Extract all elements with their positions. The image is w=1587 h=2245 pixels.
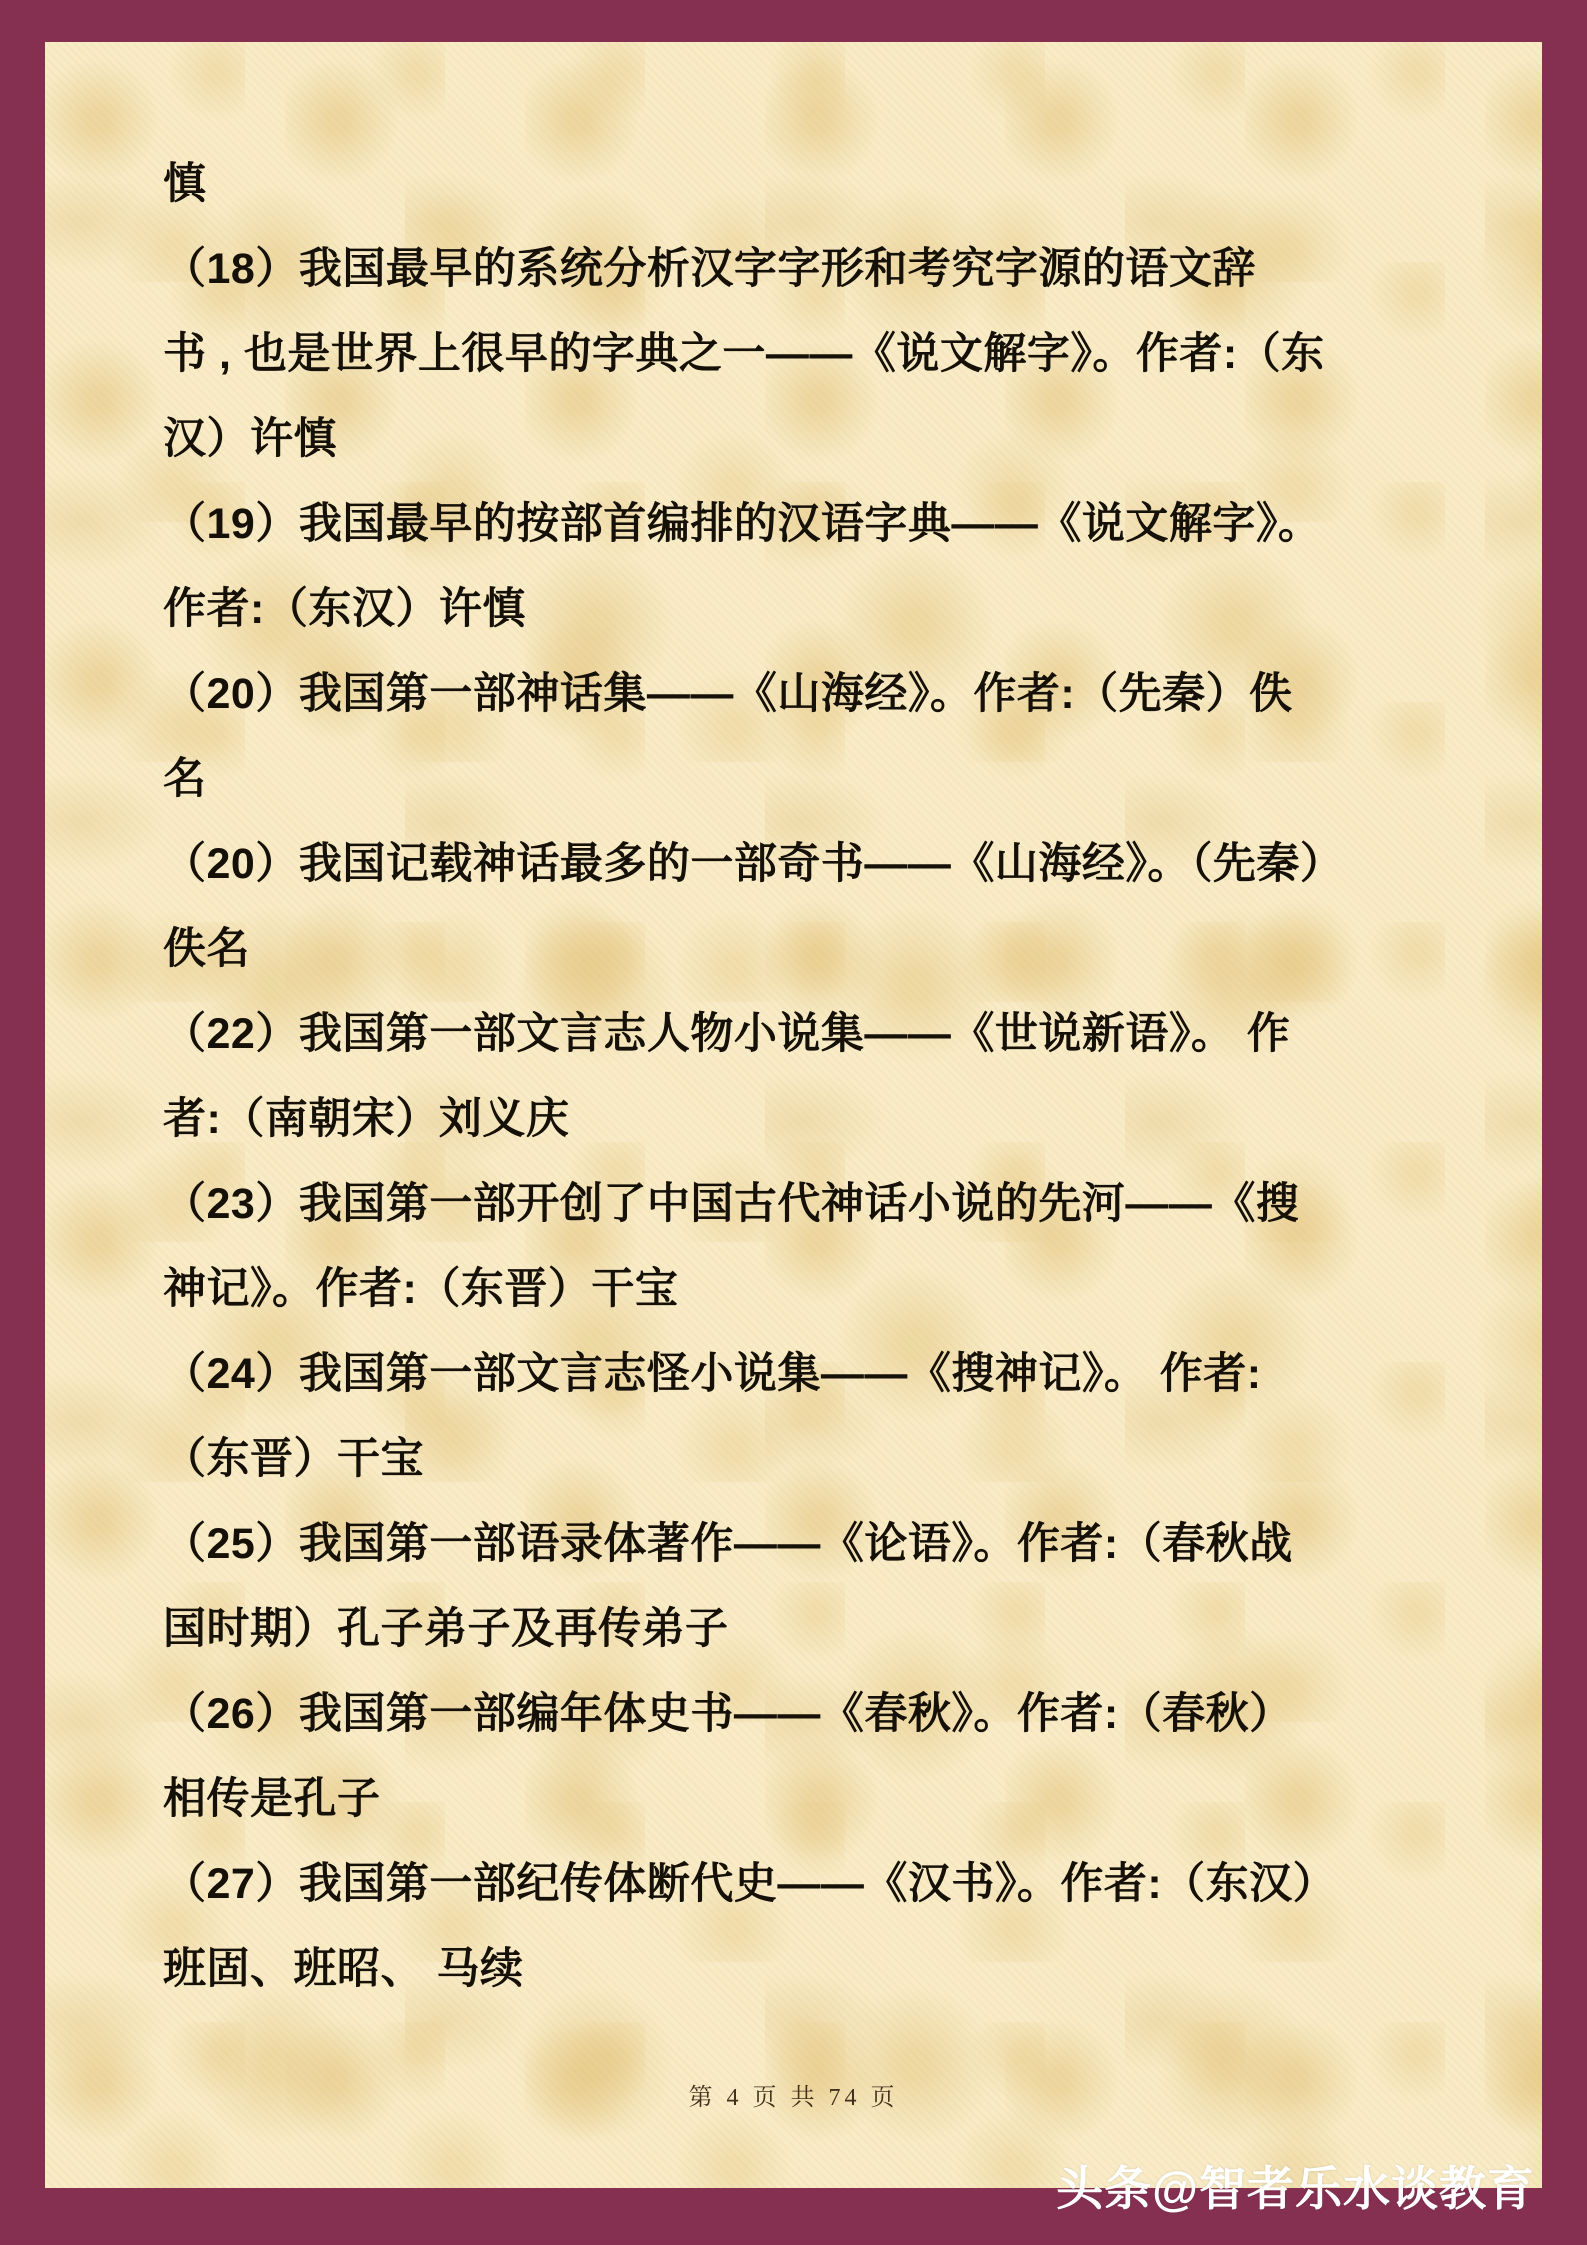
- text-line: （23）我国第一部开创了中国古代神话小说的先河——《搜: [163, 1180, 1300, 1228]
- text-line: 者:（南朝宋）刘义庆: [163, 1095, 570, 1143]
- text-line: （20）我国第一部神话集——《山海经》。作者:（先秦）佚: [163, 670, 1293, 718]
- page-number-footer: 第 4 页 共 74 页: [688, 2085, 899, 2111]
- text-line: 书 , 也是世界上很早的字典之一——《说文解字》。作者:（东: [163, 330, 1325, 378]
- text-line: 国时期）孔子弟子及再传弟子: [163, 1605, 729, 1653]
- text-line: （20）我国记载神话最多的一部奇书——《山海经》。（先秦）: [163, 840, 1344, 888]
- text-line: （24）我国第一部文言志怪小说集——《搜神记》。 作者:: [163, 1350, 1262, 1398]
- text-line: 慎: [163, 160, 207, 208]
- text-line: （19）我国最早的按部首编排的汉语字典——《说文解字》。: [163, 500, 1322, 548]
- text-line: （22）我国第一部文言志人物小说集——《世说新语》。 作: [163, 1010, 1291, 1058]
- text-line: （27）我国第一部纪传体断代史——《汉书》。作者:（东汉）: [163, 1860, 1337, 1908]
- text-line: 相传是孔子: [163, 1775, 381, 1823]
- text-line: （25）我国第一部语录体著作——《论语》。作者:（春秋战: [163, 1520, 1293, 1568]
- text-line: 神记》。作者:（东晋）干宝: [163, 1265, 679, 1313]
- text-line: 班固、班昭、 马续: [163, 1945, 524, 1993]
- text-line: 作者:（东汉）许慎: [163, 585, 526, 633]
- text-content: [163, 142, 1512, 2012]
- paper-panel: [45, 42, 1542, 2188]
- text-line: （26）我国第一部编年体史书——《春秋》。作者:（春秋）: [163, 1690, 1293, 1738]
- text-line: 汉）许慎: [163, 415, 337, 463]
- text-line: （东晋）干宝: [163, 1435, 424, 1483]
- text-line: （18）我国最早的系统分析汉字字形和考究字源的语文辞: [163, 245, 1256, 293]
- text-line: 佚名: [163, 925, 250, 973]
- text-line: 名: [163, 755, 207, 803]
- watermark: 头条@智者乐水谈教育: [1056, 2162, 1535, 2215]
